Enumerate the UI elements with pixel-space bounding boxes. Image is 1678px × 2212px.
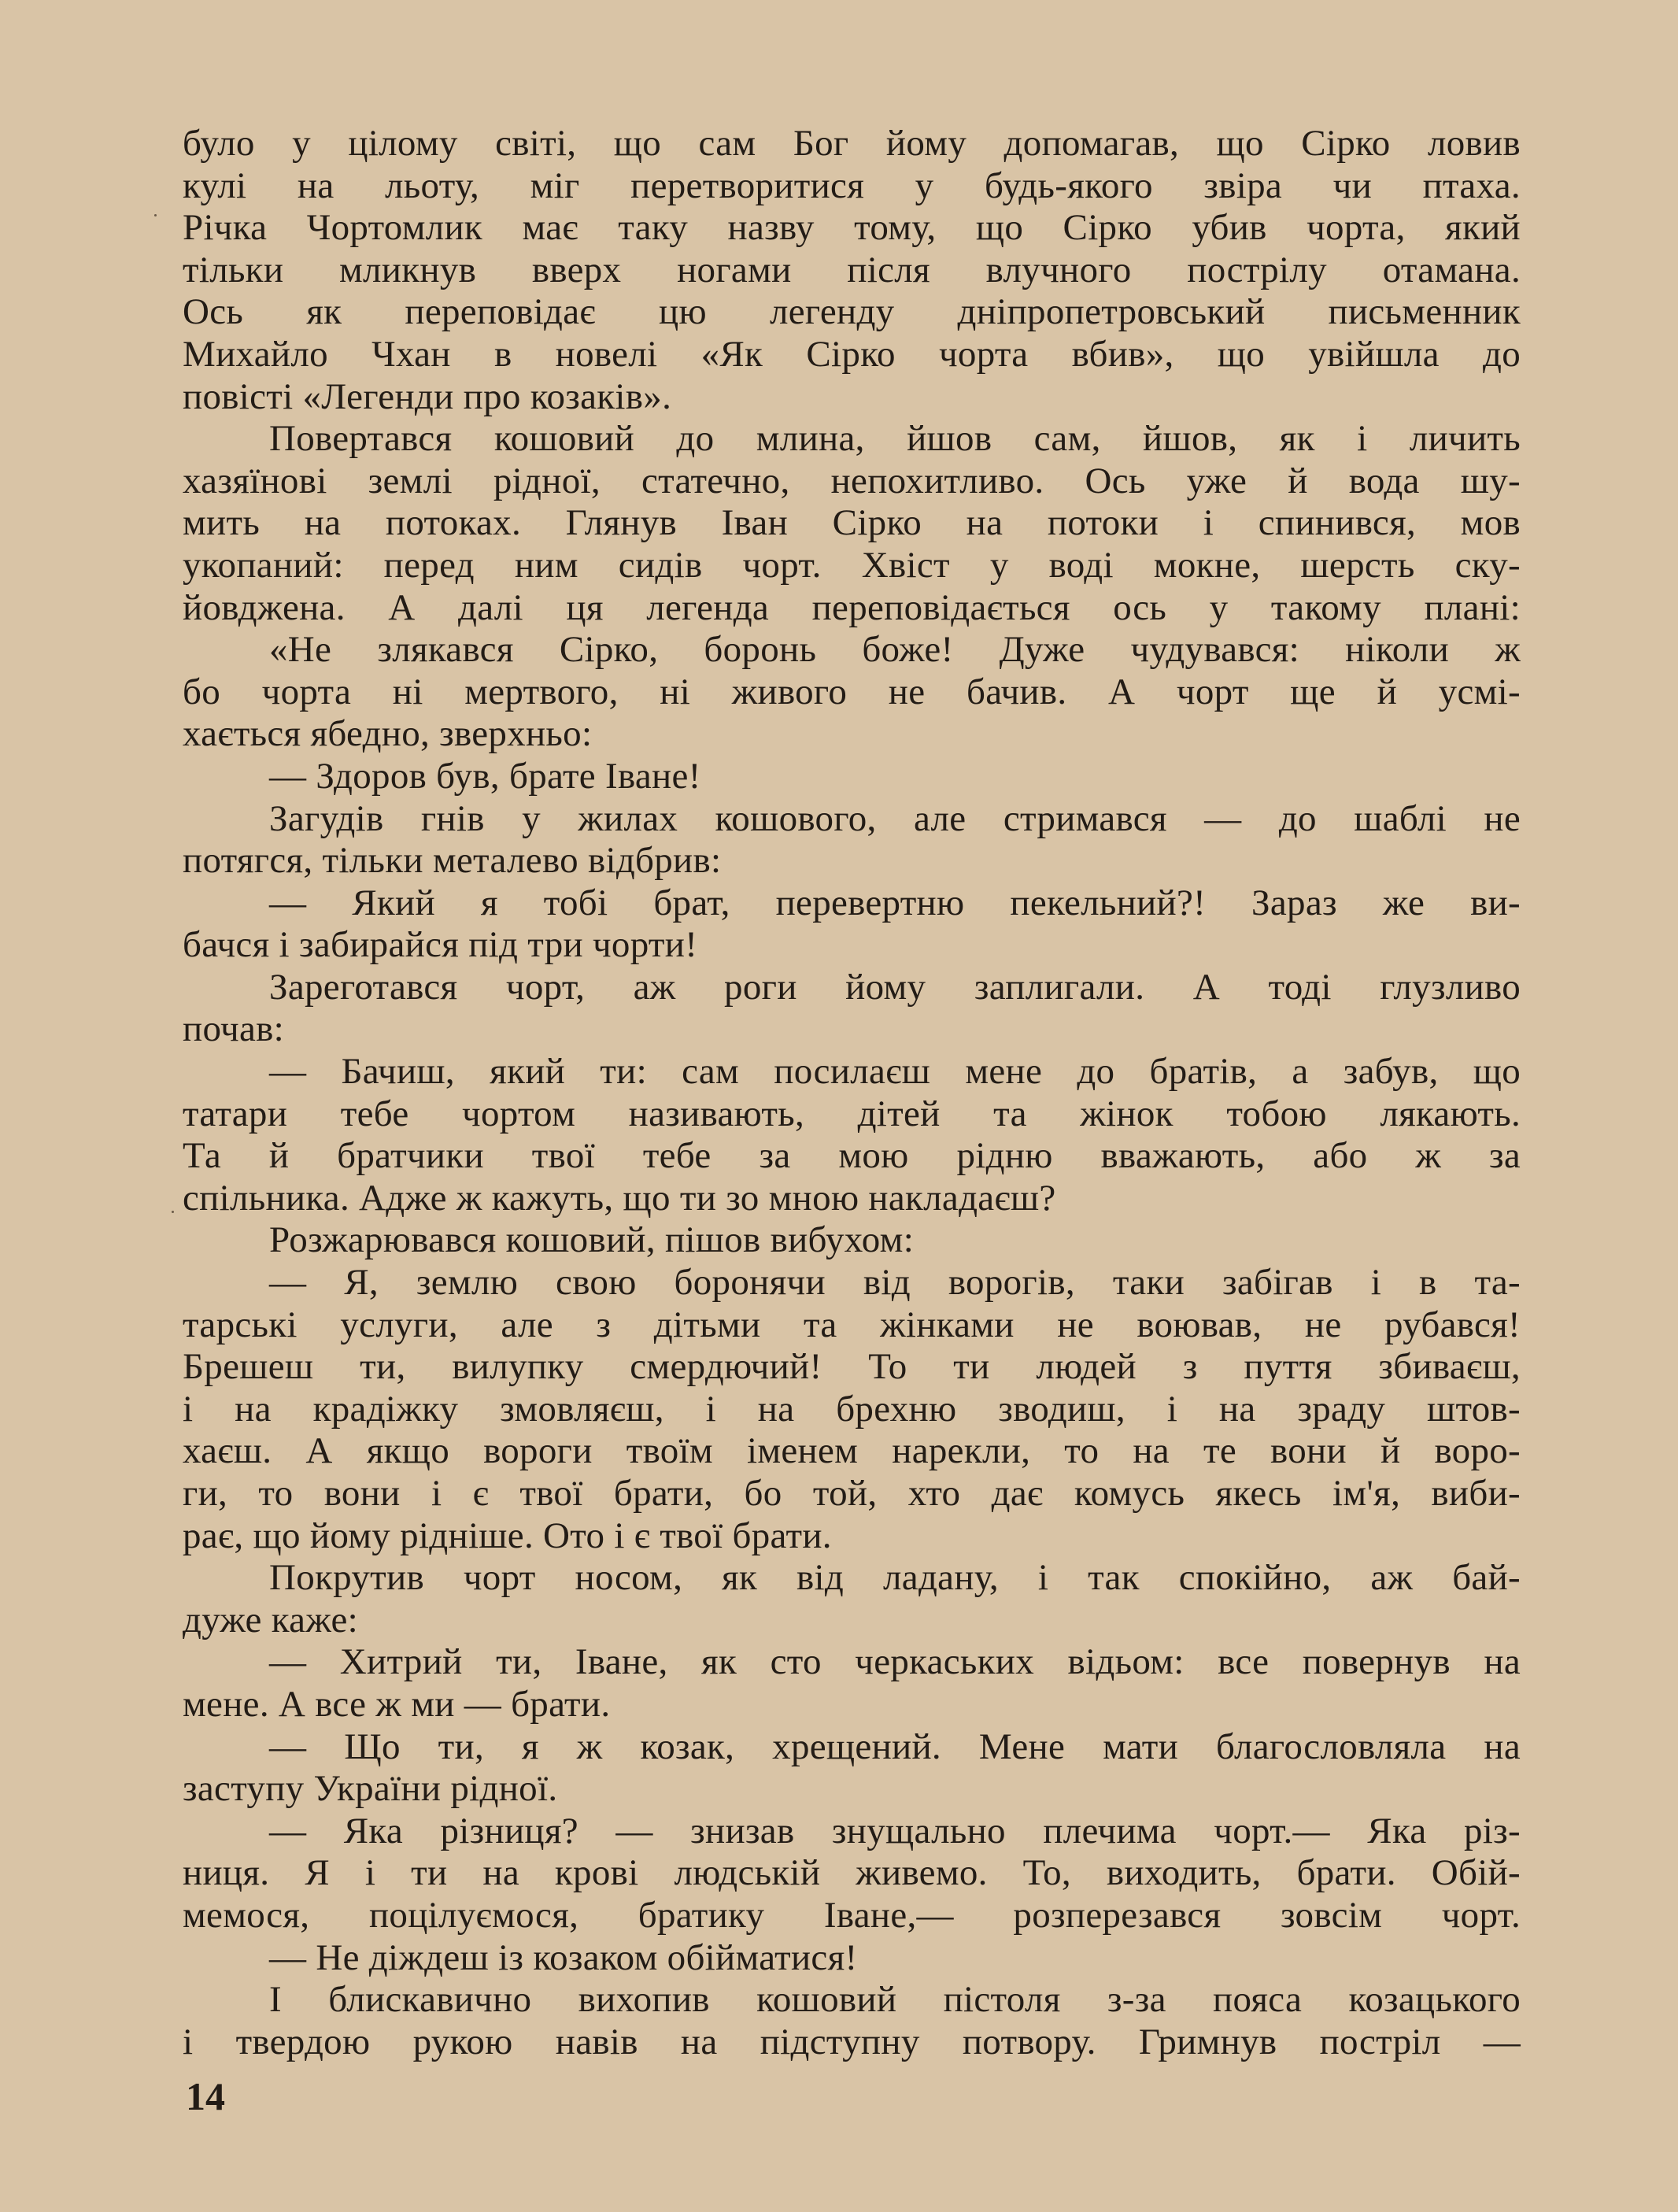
text-line: — Яка різниця? — знизав знущально плечима чорт.— Яка різ- (269, 1810, 1521, 1851)
text-line: — Не діждеш із козаком обійматися! (269, 1936, 858, 1978)
text-line: І блискавично вихопив кошовий пістоля з-за пояса козацького (269, 1979, 1521, 2021)
scan-speck (172, 1211, 174, 1213)
text-line: — Який я тобі брат, перевертню пекельний?! Зараз же ви- (269, 882, 1521, 923)
text-line: і на крадіжку змовляєш, і на брехню зводиш, і на зраду штов- (183, 1388, 1521, 1430)
text-line: татари тебе чортом називають, дітей та жінок тобою лякають. (183, 1093, 1521, 1134)
text-line: — Хитрий ти, Іване, як сто черкаських відьом: все повернув на (269, 1641, 1521, 1683)
text-line: бо чорта ні мертвого, ні живого не бачив. А чорт ще й усмі- (183, 671, 1521, 712)
text-line: — Бачиш, який ти: сам посилаєш мене до братів, а забув, що (269, 1051, 1521, 1093)
text-line: хається ябедно, зверхньо: (183, 713, 593, 755)
text-line: спільника. Адже ж кажуть, що ти зо мною накладаєш? (183, 1177, 1056, 1219)
text-line: Річка Чортомлик має таку назву тому, що Сірко убив чорта, який (183, 207, 1521, 249)
text-line: почав: (183, 1008, 284, 1050)
text-line: повісті «Легенди про козаків». (183, 375, 672, 417)
page-number: 14 (186, 2074, 225, 2118)
text-line: — Я, землю свою боронячи від ворогів, таки забігав і в та- (269, 1262, 1521, 1304)
page-body-text (183, 123, 1521, 2063)
text-line: бачся і забирайся під три чорти! (183, 924, 698, 966)
text-line: йовджена. А далі ця легенда переповідається ось у такому плані: (183, 586, 1521, 628)
text-line: Ось як переповідає цю легенду дніпропетровський письменник (183, 291, 1521, 333)
text-line: Загудів гнів у жилах кошового, але стримався — до шаблі не (269, 797, 1521, 839)
text-line: Михайло Чхан в новелі «Як Сірко чорта вбив», що увійшла до (183, 333, 1521, 375)
scan-speck (154, 214, 157, 216)
text-line: Розжарювався кошовий, пішов вибухом: (269, 1219, 915, 1261)
text-line: Брешеш ти, вилупку смердючий! То ти людей з пуття збиваєш, (183, 1346, 1521, 1388)
text-line: дуже каже: (183, 1599, 359, 1641)
text-line: Повертався кошовий до млина, йшов сам, йшов, як і личить (269, 418, 1521, 460)
text-line: рає, що йому рідніше. Ото і є твої брати. (183, 1515, 832, 1556)
text-line: «Не злякався Сірко, боронь боже! Дуже чудувався: ніколи ж (269, 629, 1521, 671)
text-line: Та й братчики твої тебе за мою рідню вважають, або ж за (183, 1135, 1521, 1177)
text-line: хазяїнові землі рідної, статечно, непохитливо. Ось уже й вода шу- (183, 460, 1521, 501)
text-line: тільки мликнув вверх ногами після влучного пострілу отамана. (183, 249, 1521, 290)
text-line: кулі на льоту, міг перетворитися у будь-якого звіра чи птаха. (183, 165, 1521, 206)
text-line: тарські услуги, але з дітьми та жінками не воював, не рубався! (183, 1304, 1521, 1345)
text-line: ниця. Я і ти на крові людській живемо. То, виходить, брати. Обій- (183, 1852, 1521, 1894)
text-line: Зареготався чорт, аж роги йому заплигали. А тоді глузливо (269, 966, 1521, 1008)
text-line: потягся, тільки металево відбрив: (183, 840, 722, 882)
text-line: ги, то вони і є твої брати, бо той, хто дає комусь якесь ім'я, виби- (183, 1473, 1521, 1514)
text-line: було у цілому світі, що сам Бог йому допомагав, що Сірко ловив (183, 123, 1521, 164)
text-line: — Що ти, я ж козак, хрещений. Мене мати благословляла на (269, 1726, 1521, 1767)
text-line: і твердою рукою навів на підступну потвору. Гримнув постріл — (183, 2021, 1521, 2062)
text-line: укопаний: перед ним сидів чорт. Хвіст у воді мокне, шерсть ску- (183, 544, 1521, 586)
text-line: Покрутив чорт носом, як від ладану, і так спокійно, аж бай- (269, 1557, 1521, 1599)
text-line: хаєш. А якщо вороги твоїм іменем нарекли, то на те вони й воро- (183, 1430, 1521, 1472)
text-line: мемося, поцілуємося, братику Іване,— розперезався зовсім чорт. (183, 1894, 1521, 1936)
text-line: — Здоров був, брате Іване! (269, 755, 701, 797)
text-line: мене. А все ж ми — брати. (183, 1683, 611, 1725)
text-line: заступу України рідної. (183, 1768, 558, 1810)
text-line: мить на потоках. Глянув Іван Сірко на потоки і спинився, мов (183, 502, 1521, 544)
